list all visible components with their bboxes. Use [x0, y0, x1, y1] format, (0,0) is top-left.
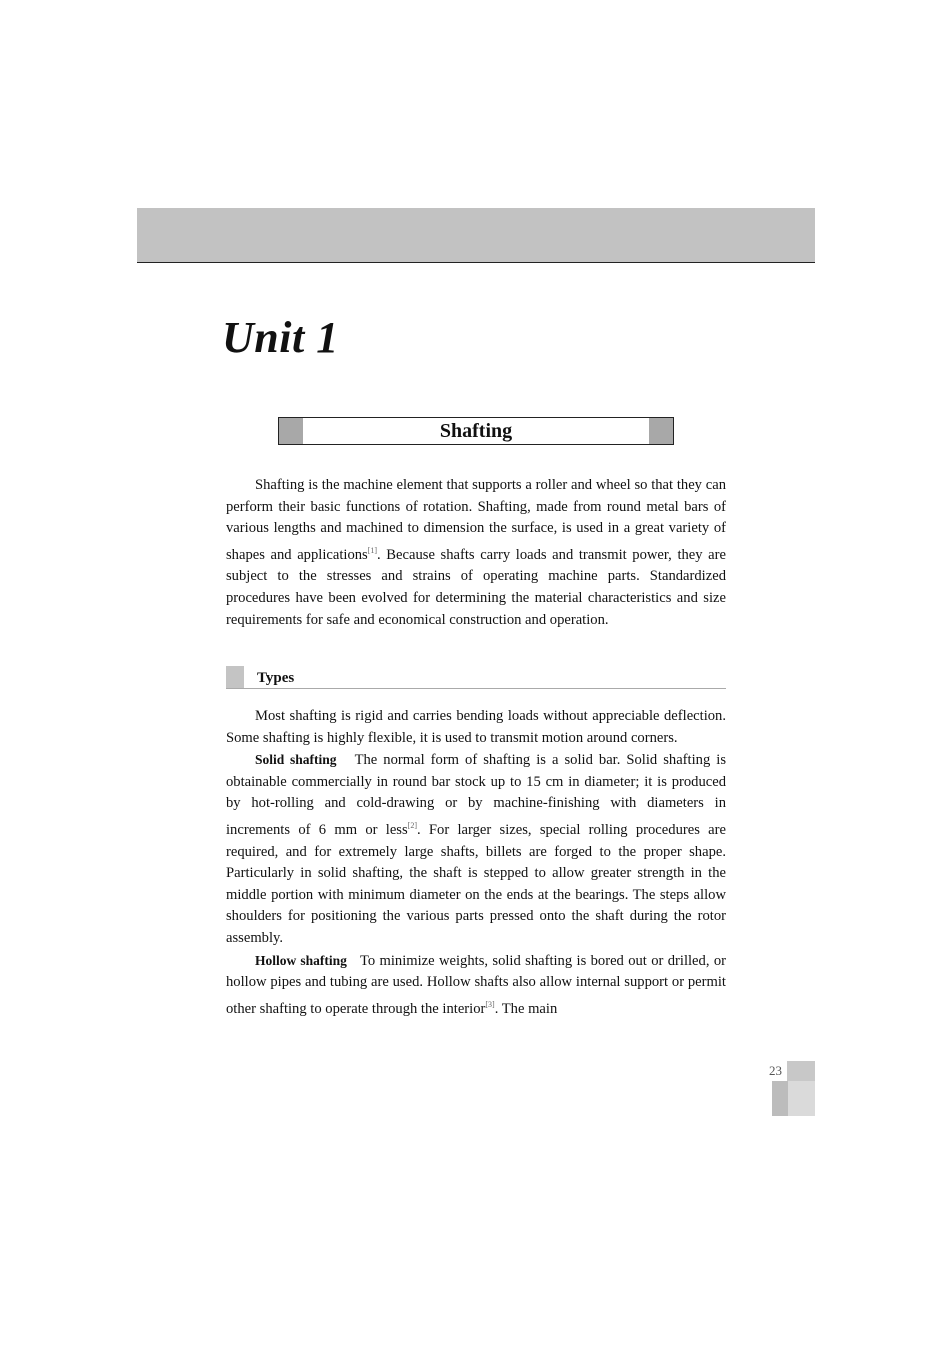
chapter-title: Shafting	[439, 420, 513, 442]
types-body	[226, 706, 726, 1020]
corner-decoration-block	[772, 1081, 788, 1116]
corner-decoration-block	[787, 1061, 815, 1081]
types-paragraph: Most shafting is rigid and carries bending loads without appreciable deflection. Some shafting is highly flexible, it is used to transmit motion around corners.	[226, 708, 726, 746]
chapter-title-box	[278, 417, 674, 445]
section-heading-types	[226, 666, 726, 689]
unit-title: Unit 1	[222, 313, 339, 362]
intro-text-part-2: . Because shafts carry loads and transmit power, they are subject to the stresses and strains of operating machine parts. Standardized procedures have been evolved for determining the material characteristics and size requirements for safe and economical construction and operation.	[226, 546, 726, 628]
footnote-ref-3: [3]	[485, 999, 495, 1009]
intro-text-part-1: Shafting is the machine element that supports a roller and wheel so that they can perform their basic functions of rotation. Shafting, made from round metal bars of various lengths and machined to dimension the surface, is used in a great variety of shapes and applications	[226, 477, 726, 563]
header-band	[137, 208, 815, 263]
solid-shafting-label: Solid shafting	[255, 752, 337, 768]
title-box-right-cap	[649, 418, 673, 444]
solid-shafting-text-part-1: The normal form of shafting is a solid bar. Solid shafting is obtainable commercially in round bar stock up to 15 cm in diameter; it is produced by hot-rolling and cold-drawing or by machine-finishing with diameters in increments of 6 mm or less	[226, 752, 727, 838]
hollow-shafting-label: Hollow shafting	[255, 952, 347, 968]
hollow-shafting-paragraph	[226, 950, 726, 1021]
title-box-left-cap	[279, 418, 303, 444]
section-heading-marker	[226, 666, 244, 688]
hollow-shafting-text-part-1: To minimize weights, solid shafting is bored out or drilled, or hollow pipes and tubing are used. Hollow shafts also allow internal support or permit other shafting to operate through the interior	[226, 952, 726, 1017]
footnote-ref-1: [1]	[367, 545, 378, 555]
corner-decoration-block	[788, 1081, 815, 1116]
section-heading-label: Types	[257, 670, 295, 686]
page-number: 23	[769, 1063, 782, 1078]
solid-shafting-text-part-2: . For larger sizes, special rolling procedures are required, and for extremely large shafts, billets are forged to the proper shape. Particularly in solid shafting, the shaft is stepped to allow greater strength in the middle portion with minimum diameter on the ends at the bearings. The steps allow shoulders for positioning the various parts pressed onto the shaft during the rotor assembly.	[226, 821, 726, 946]
hollow-shafting-text-part-2: . The main	[494, 1000, 558, 1017]
footnote-ref-2: [2]	[407, 820, 417, 830]
intro-paragraph	[226, 475, 726, 631]
solid-shafting-paragraph	[226, 749, 726, 949]
